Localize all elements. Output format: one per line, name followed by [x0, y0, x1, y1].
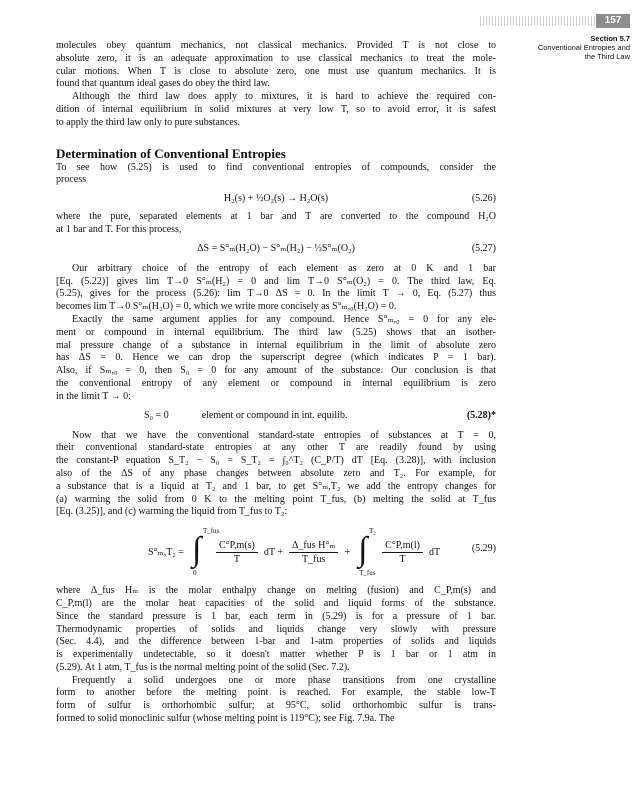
text-line: Also, if Sₘ,₀ = 0, then S₀ = 0 for any amount of the substance. Our conclusion is that — [56, 365, 496, 377]
text-line: is experimentally undetectable, so it doesn't matter whether P is 1 bar or 1 atm in — [56, 649, 496, 661]
text-line: has ΔS = 0. Hence we can drop the superscript degree (which indicates P = 1 bar). — [56, 352, 496, 364]
fraction-denominator: T — [233, 553, 240, 565]
text-line: (a) warming the solid from 0 K to the melting point T_fus, (b) melting the solid at T_fus — [56, 493, 496, 505]
equation-body: H₂(s) + ½O₂(s) → H₂O(s) — [223, 193, 329, 205]
equation-number: (5.27) — [471, 242, 496, 254]
paragraph-mixtures — [56, 91, 496, 129]
text-line: Now that we have the conventional standard-state entropies of substances at T = 0, — [72, 429, 496, 441]
equation-number: (5.28)* — [466, 409, 496, 421]
text-line: Thermodynamic properties of solids and liquids change very slowly with pressure — [56, 623, 496, 635]
text-line: (5.29). At 1 atm, T_fus is the normal melting point of the solid (Sec. 7.2). — [56, 661, 350, 673]
text-line: process — [56, 174, 86, 186]
integral-lower-limit: 0 — [192, 569, 197, 578]
section-number: Section 5.7 — [590, 34, 630, 43]
text-line: [Eq. (3.25)], and (c) warming the liquid from T_fus to T₂: — [56, 506, 288, 518]
text-line: at 1 bar and T. For this process, — [56, 223, 182, 235]
section-margin-note — [500, 34, 630, 61]
text-line: ment or compound in internal equilibrium. The third law (5.25) shows that an isother- — [56, 326, 496, 338]
paragraph-lead — [56, 162, 496, 188]
text-line: becomes lim T→0 S°ₘ(H₂O) = 0, which we write more concisely as S°ₘ,₀(H₂O) = 0. — [56, 301, 397, 313]
text-line: form of sulfur is orthorhombic sulfur; at 95°C, solid orthorhombic sulfur is trans- — [56, 700, 496, 712]
text-line: found that quantum ideal gases do obey the third law. — [56, 78, 270, 90]
plus-sign: + — [344, 546, 351, 558]
text-line: dition of internal equilibrium in solid mixtures at very low T, so to avoid error, it is safest — [56, 103, 496, 115]
text-line: where Δ_fus Hₘ is the molar enthalpy change on melting (fusion) and C_P,m(s) and — [56, 585, 496, 597]
text-line: mal pressure change of a substance in internal equilibrium in the limit of absolute zero — [56, 339, 496, 351]
fraction-numerator: C°P,m(l) — [382, 540, 423, 553]
equation-5-27 — [56, 237, 496, 261]
text-line: the conventional entropy of any element or compound in internal equilibrium is zero — [56, 377, 496, 389]
text-line: formed to solid monoclinic sulfur (whose melting point is 119°C); see Fig. 7.9a. The — [56, 713, 395, 725]
text-line: the constant-P equation S_T₂ − S₀ = S_T₂ = ∫₀^T₂ (C_P/T) dT [Eq. (3.28)], with inclusion — [56, 455, 496, 467]
integral-lower-limit: T_fus — [359, 569, 376, 578]
text-line: molecules obey quantum mechanics, not classical mechanics. Provided T is not close to — [56, 40, 496, 51]
fraction — [382, 540, 423, 565]
text-line: form to another before the melting point is reached. For example, the stable low-T — [56, 687, 496, 699]
equation-5-29 — [56, 523, 496, 581]
fraction-denominator: T_fus — [302, 553, 326, 565]
fraction-numerator: Δ_fus H°ₘ — [289, 540, 339, 553]
equation-5-28 — [56, 404, 496, 428]
paragraph-now — [56, 430, 496, 520]
text-line: (Sec. 4.4), and the difference between 1-bar and 1-atm properties of solids and liquids — [56, 636, 496, 648]
text-line: in the limit T → 0: — [56, 390, 131, 402]
page-body — [56, 40, 496, 726]
section-heading: Determination of Conventional Entropies — [56, 145, 286, 161]
integral-upper-limit: T₂ — [369, 527, 376, 536]
text-line: Our arbitrary choice of the entropy of each element as zero at 0 K and 1 bar — [72, 262, 496, 274]
fraction — [289, 540, 339, 565]
equation-5-26 — [56, 187, 496, 211]
section-title-line: Conventional Entropies and — [537, 43, 630, 52]
page-number: 157 — [596, 14, 630, 28]
text-line: [Eq. (5.22)] gives lim T→0 S°ₘ(H₂) = 0 and lim T→0 S°ₘ(O₂) = 0. The third law, Eq. — [56, 275, 496, 287]
text-line: to apply the third law only to pure substances. — [56, 116, 241, 128]
integral-upper-limit: T_fus — [202, 527, 220, 536]
fraction — [216, 540, 258, 565]
fraction-numerator: C°P,m(s) — [216, 540, 258, 553]
text-line: Exactly the same argument applies for any compound. Hence S°ₘ,₀ = 0 for any ele- — [72, 313, 496, 325]
equation-condition: element or compound in int. equilib. — [201, 409, 348, 421]
integral-sign: ∫ T₂ T_fus — [358, 527, 376, 578]
equation-lhs: S°ₘ,T₂ = — [148, 546, 184, 558]
text-line: (5.25), gives for the process (5.26): lim T→0 ΔS = 0. In the limit T → 0, Eq. (5.27) thus — [56, 288, 496, 300]
text-line: C_P,m(l) are the molar heat capacities of the solid and liquid forms of the substance. — [56, 597, 496, 609]
equation-number: (5.29) — [471, 543, 496, 555]
equation-lhs: S₀ = 0 — [144, 409, 169, 421]
equation-body — [148, 523, 440, 581]
paragraph-exactly — [56, 314, 496, 404]
text-line: cular motions. When T is close to absolute zero, one must use quantum mechanics. It is — [56, 65, 496, 77]
equation-body: ΔS = S°ₘ(H₂O) − S°ₘ(H₂) − ½S°ₘ(O₂) — [197, 242, 355, 254]
text-line: Since the standard pressure is 1 bar, each term in (5.29) is for a pressure of 1 bar. — [56, 610, 496, 622]
text-line: Although the third law does apply to mixtures, it is hard to achieve the required con- — [72, 91, 496, 103]
text-line: a substance that is a liquid at T₂ and 1 bar, to get S°ₘ,T₂ we add the entropy changes for — [56, 480, 496, 492]
text-line: Frequently a solid undergoes one or more phase transitions from one crystalline — [72, 674, 496, 686]
equation-number: (5.26) — [471, 193, 496, 205]
text-line: where the pure, separated elements at 1 bar and T are converted to the compound H₂O — [56, 211, 496, 223]
text-line: their conventional standard-state entropies at any other T are readily found by using — [56, 442, 496, 454]
text-line: also of the ΔS of any phase changes between absolute zero and T₂. For example, for — [56, 467, 496, 479]
paragraph-frequently — [56, 675, 496, 726]
text-line: absolute zero, it is an adequate approximation to use classical mechanics to treat the mole- — [56, 52, 496, 64]
paragraph-arbitrary-choice — [56, 263, 496, 314]
section-title-line: the Third Law — [584, 52, 630, 61]
paragraph-intro — [56, 40, 496, 91]
fraction-denominator: T — [399, 553, 406, 565]
differential: dT — [428, 546, 441, 558]
paragraph-where-fusion — [56, 585, 496, 675]
text-line: To see how (5.25) is used to find conventional entropies of compounds, consider the — [56, 161, 496, 173]
integral-sign: ∫ T_fus 0 — [191, 527, 220, 578]
paragraph-where — [56, 211, 496, 237]
differential: dT + — [263, 546, 283, 558]
